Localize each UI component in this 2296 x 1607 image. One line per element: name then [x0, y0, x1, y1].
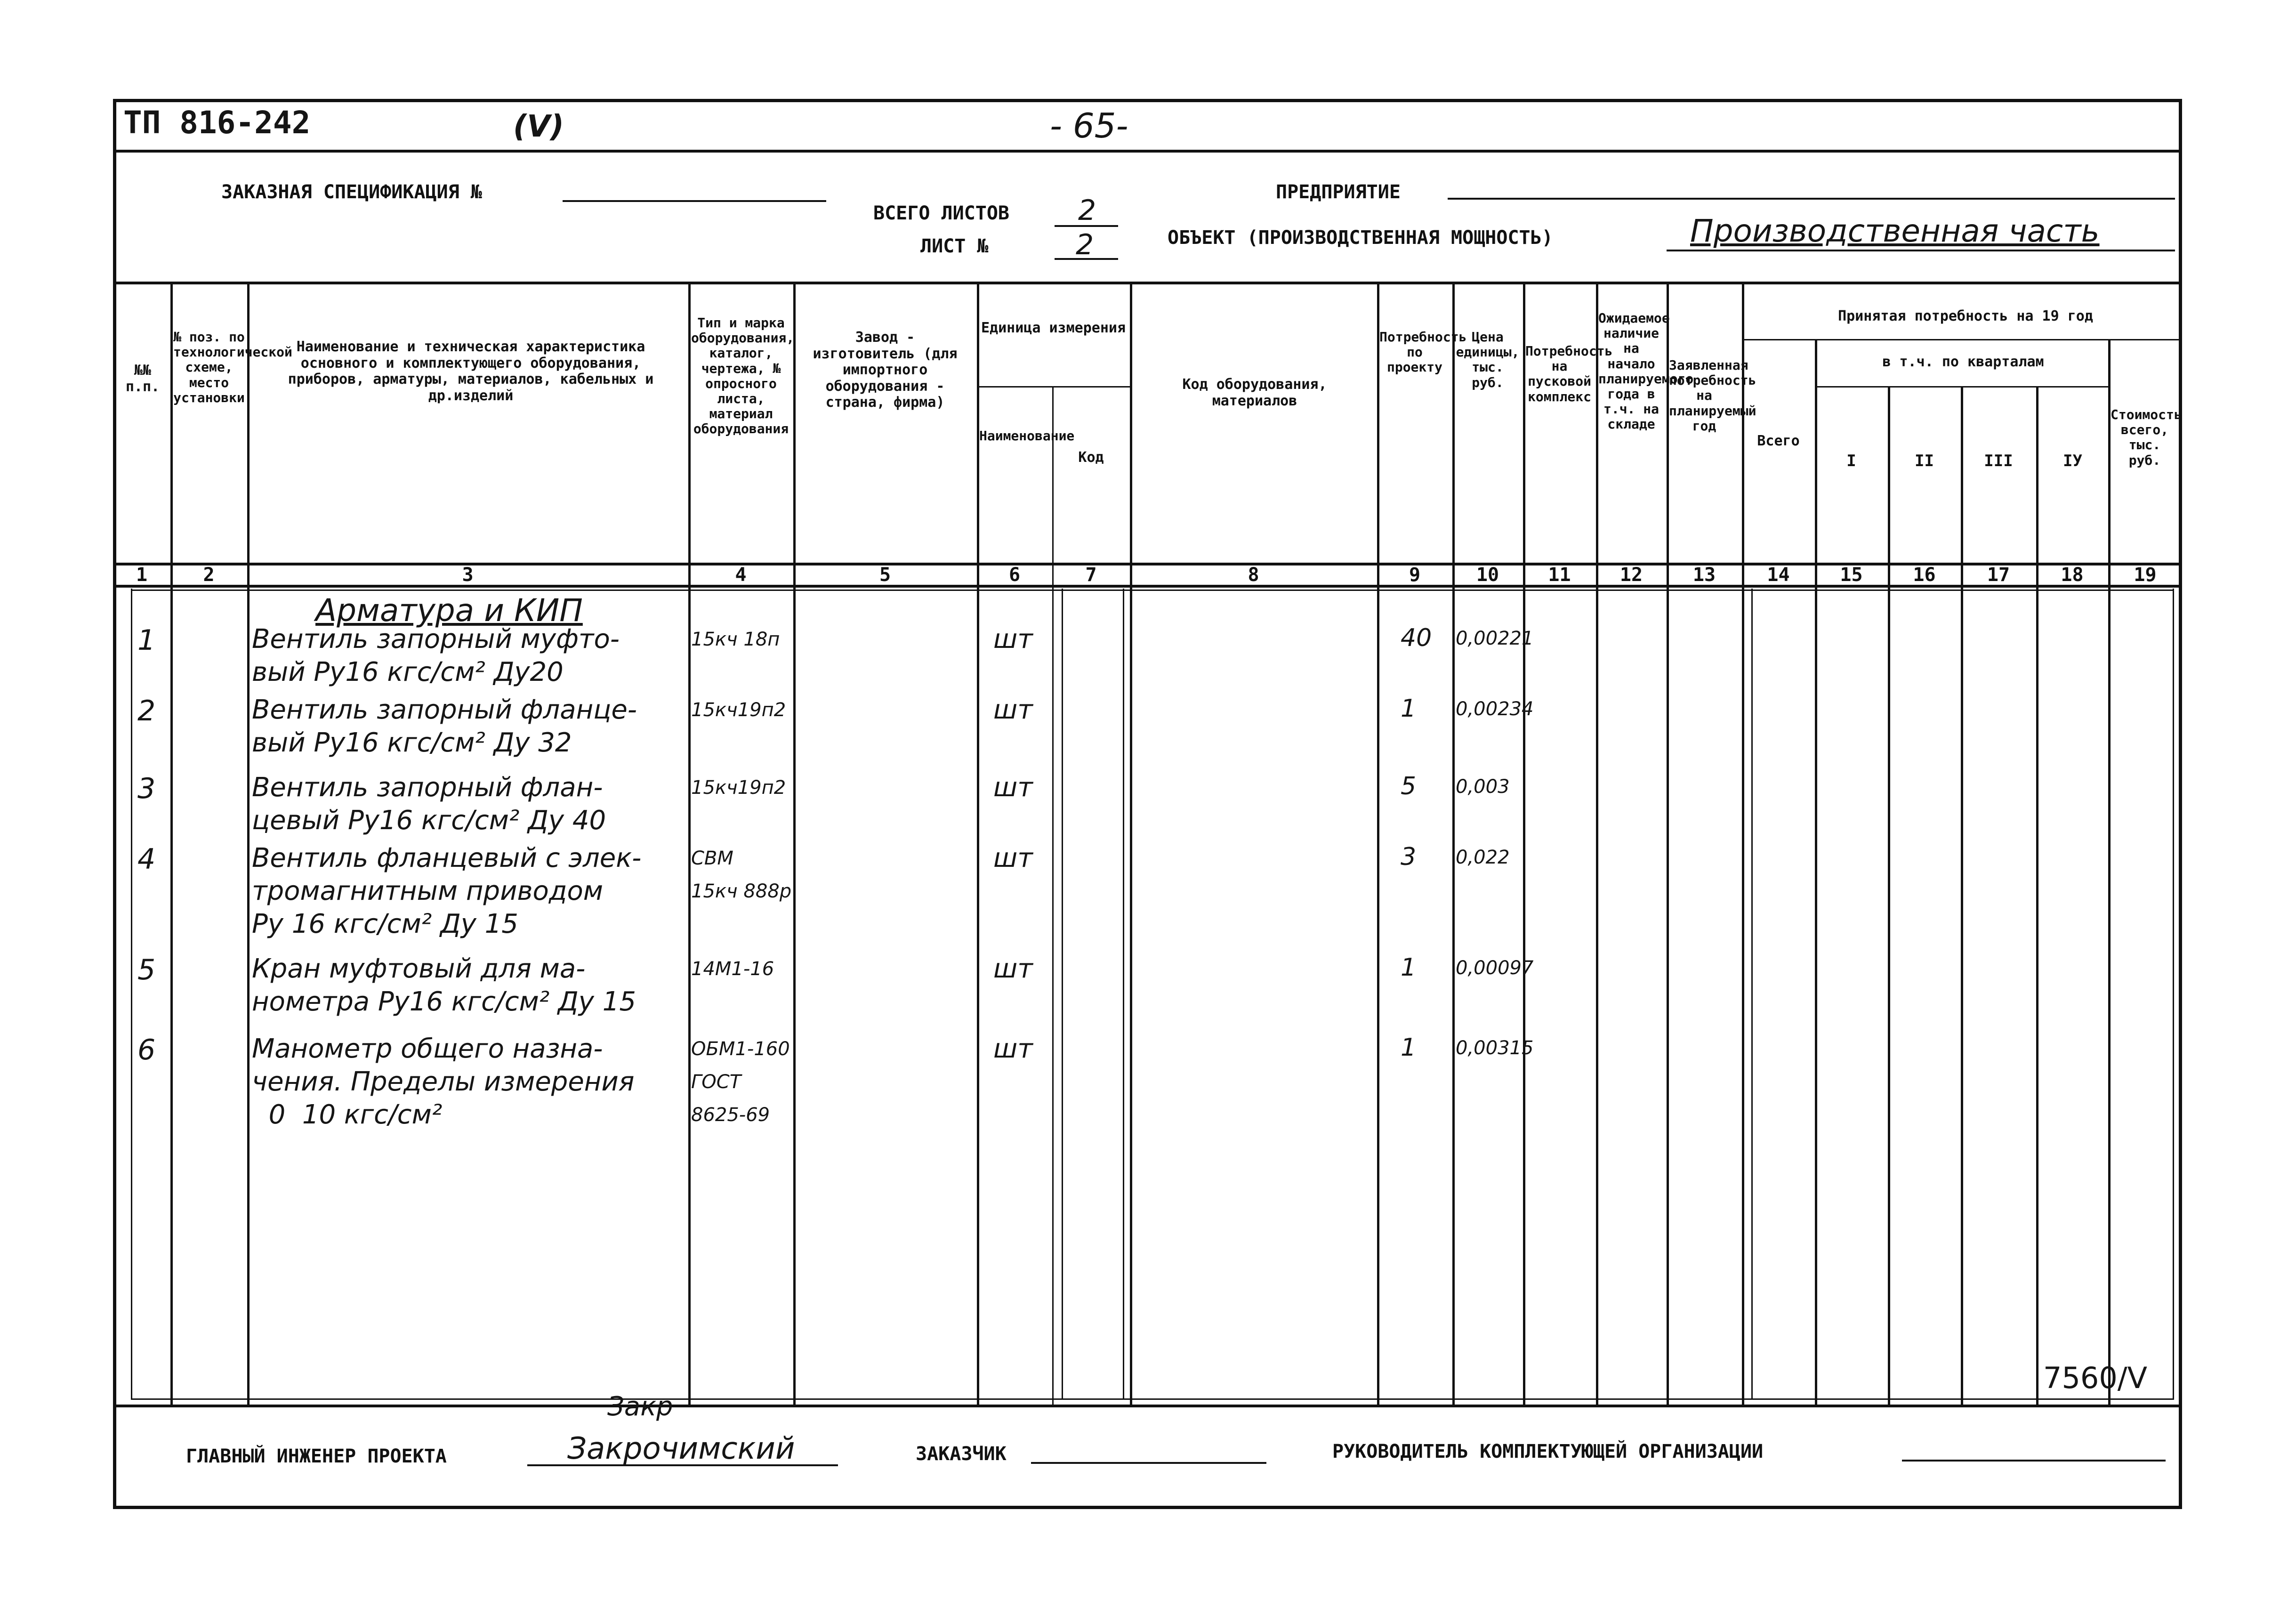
- col-line-13: [1742, 282, 1744, 1405]
- column-number: 8: [1248, 564, 1259, 586]
- row-number: 3: [137, 772, 156, 805]
- row-name-line: чения. Пределы измерения: [252, 1066, 635, 1097]
- row-qty: 1: [1401, 1034, 1417, 1062]
- document-code: ТП 816-242: [123, 105, 311, 141]
- column-number: 6: [1008, 564, 1021, 586]
- accepted-group-line: [1742, 339, 2182, 340]
- column-number: 1: [136, 564, 148, 586]
- col-line-18: [2108, 339, 2111, 1405]
- col-line-7: [1130, 282, 1132, 1405]
- row-unit: шт: [993, 624, 1033, 654]
- total-sheets-label: ВСЕГО ЛИСТОВ: [873, 202, 1009, 224]
- col-line-14: [1815, 339, 1817, 1405]
- row-name-line: Вентиль запорный фланце-: [252, 694, 637, 725]
- row-qty: 1: [1401, 953, 1417, 982]
- col-line-6: [1052, 386, 1054, 1405]
- row-qty: 40: [1401, 624, 1432, 652]
- column-number: 9: [1409, 564, 1421, 586]
- row-price: 0,00234: [1456, 698, 1534, 720]
- supplier-head-label: РУКОВОДИТЕЛЬ КОМПЛЕКТУЮЩЕЙ ОРГАНИЗАЦИИ: [1332, 1441, 1764, 1462]
- quarters-group-line: [1815, 386, 2108, 388]
- body-inner-top: [131, 590, 2174, 591]
- body-inner-line-b: [1062, 589, 1063, 1398]
- col-line-2: [247, 282, 250, 1405]
- col-header-2: № поз. по технологической схеме, место установки: [173, 329, 292, 405]
- col-header-9: Потребность по проекту: [1379, 329, 1467, 375]
- enterprise-line: [1448, 198, 2175, 200]
- total-sheets-line: [1055, 225, 1118, 227]
- row-name-line: Вентиль запорный флан-: [252, 772, 603, 803]
- col-line-1: [170, 282, 173, 1405]
- row-unit: шт: [993, 843, 1033, 873]
- row-type-line: 15кч19п2: [691, 777, 786, 799]
- chief-engineer-signature: Закр: [607, 1391, 673, 1422]
- order-spec-line: [563, 200, 826, 202]
- chief-engineer-line: [527, 1464, 838, 1466]
- row-price: 0,00315: [1456, 1037, 1534, 1059]
- row-name-line: вый Ру16 кгс/см² Ду 32: [252, 727, 572, 758]
- row-unit: шт: [993, 953, 1033, 984]
- col-header-6: Наименование: [979, 428, 1075, 444]
- row-unit: шт: [993, 1034, 1033, 1064]
- col-header-14: Всего: [1757, 433, 1800, 449]
- row-type-line: 15кч 888р: [691, 880, 792, 902]
- row-qty: 5: [1401, 772, 1417, 800]
- col-header-10: Цена единицы, тыс. руб.: [1456, 329, 1520, 390]
- col-header-11: Потребность на пусковой комплекс: [1525, 343, 1613, 404]
- row-name-line: Манометр общего назна-: [252, 1034, 603, 1064]
- total-sheets-value: 2: [1078, 194, 1096, 227]
- customer-line: [1031, 1462, 1266, 1464]
- row-type-line: ОБМ1-160: [691, 1038, 790, 1060]
- row-name-line: вый Ру16 кгс/см² Ду20: [252, 657, 564, 687]
- row-name-line: Ру 16 кгс/см² Ду 15: [252, 909, 518, 939]
- object-value: Производственная часть: [1690, 213, 2100, 249]
- column-number: 2: [203, 564, 215, 586]
- row-price: 0,003: [1456, 776, 1510, 798]
- col-line-17: [2036, 386, 2038, 1405]
- chief-engineer-name: Закрочимский: [567, 1431, 795, 1466]
- column-number: 13: [1692, 564, 1716, 586]
- col-header-5: Завод - изготовитель (для импортного оборудования - страна, фирма): [813, 329, 958, 411]
- row-number: 2: [137, 694, 156, 727]
- object-line: [1667, 250, 2175, 251]
- row-name-line: цевый Ру16 кгс/см² Ду 40: [252, 805, 606, 836]
- row-name-line: нометра Ру16 кгс/см² Ду 15: [252, 986, 636, 1017]
- column-number: 19: [2134, 564, 2157, 586]
- col-header-15: I: [1846, 452, 1856, 470]
- column-number: 12: [1619, 564, 1643, 586]
- row-number: 1: [137, 624, 156, 657]
- col-header-7: Код: [1078, 449, 1104, 466]
- column-number: 15: [1840, 564, 1863, 586]
- sheet-value: 2: [1076, 228, 1094, 261]
- col-header-17: III: [1984, 452, 2013, 470]
- row-name-line: тромагнитным приводом: [252, 876, 603, 906]
- sheet-label: ЛИСТ №: [920, 235, 989, 257]
- customer-label: ЗАКАЗЧИК: [916, 1443, 1007, 1465]
- row-type-line: 8625-69: [691, 1104, 770, 1126]
- col-header-12: Ожидаемое наличие на начало планируемого года в т.ч. на складе: [1598, 310, 1694, 432]
- volume-marker: (V): [513, 109, 564, 144]
- row-price: 0,00097: [1456, 957, 1534, 979]
- col-header-3: Наименование и техническая характеристика основного и комплектующего оборудования, приборов, арматуры, материалов, кабельных и др.изделий: [288, 339, 654, 404]
- table-bottom-border: [113, 1405, 2182, 1407]
- col-header-4: Тип и марка оборудования, каталог, чертежа, № опросного листа, материал оборудования: [691, 315, 795, 437]
- row-type-line: 15кч19п2: [691, 699, 786, 721]
- col-line-15: [1888, 386, 1890, 1405]
- row-price: 0,022: [1456, 847, 1510, 868]
- col-line-9: [1452, 282, 1455, 1405]
- row-number: 4: [137, 843, 156, 876]
- row-name-line: Кран муфтовый для ма-: [252, 953, 586, 984]
- chief-engineer-label: ГЛАВНЫЙ ИНЖЕНЕР ПРОЕКТА: [186, 1445, 447, 1467]
- row-price: 0,00221: [1456, 628, 1534, 649]
- col-header-13: Заявленная потребность на планируемый год: [1669, 357, 1756, 434]
- col-line-4: [793, 282, 796, 1405]
- supplier-head-line: [1902, 1460, 2166, 1462]
- enterprise-label: ПРЕДПРИЯТИЕ: [1276, 181, 1401, 203]
- body-inner-line-d: [1751, 589, 1753, 1398]
- row-type-line: ГОСТ: [691, 1071, 741, 1093]
- row-name-line: Вентиль фланцевый с элек-: [252, 843, 642, 873]
- row-number: 6: [137, 1034, 156, 1066]
- column-number: 17: [1987, 564, 2010, 586]
- col-header-quarters-group: в т.ч. по кварталам: [1882, 354, 2044, 370]
- col-header-18: IУ: [2063, 452, 2082, 470]
- body-inner-line-c: [1123, 589, 1124, 1398]
- col-header-8: Код оборудования, материалов: [1182, 376, 1327, 409]
- col-line-3: [688, 282, 691, 1405]
- row-name-line: 0 10 кгс/см²: [252, 1099, 443, 1130]
- row-name-line: Вентиль запорный муфто-: [252, 624, 620, 654]
- col-line-10: [1523, 282, 1525, 1405]
- col-header-1: №№ п.п.: [125, 362, 160, 395]
- column-number: 16: [1913, 564, 1936, 586]
- row-unit: шт: [993, 772, 1033, 803]
- row-qty: 1: [1401, 694, 1417, 723]
- body-inner-line-a: [131, 589, 132, 1398]
- archive-stamp: 7560/V: [2043, 1361, 2148, 1395]
- col-line-11: [1596, 282, 1598, 1405]
- body-inner-bottom: [131, 1398, 2174, 1400]
- unit-group-line: [977, 386, 1130, 388]
- body-inner-line-e: [2173, 589, 2174, 1398]
- column-number: 10: [1476, 564, 1499, 586]
- column-number: 7: [1085, 564, 1097, 586]
- col-header-unit-group: Единица измерения: [981, 320, 1126, 336]
- column-number: 4: [735, 564, 747, 586]
- col-line-8: [1377, 282, 1379, 1405]
- col-line-12: [1667, 282, 1669, 1405]
- sheet-line: [1055, 258, 1118, 260]
- section-title: Арматура и КИП: [315, 592, 583, 629]
- col-header-16: II: [1915, 452, 1934, 470]
- column-number: 18: [2061, 564, 2084, 586]
- column-number: 14: [1767, 564, 1790, 586]
- col-header-accepted-group: Принятая потребность на 19 год: [1838, 308, 2093, 324]
- col-line-5: [977, 282, 979, 1405]
- column-number: 5: [879, 564, 891, 586]
- page-number: - 65-: [1050, 106, 1128, 145]
- table-top-border: [113, 282, 2182, 284]
- row-type-line: СВМ: [691, 848, 733, 869]
- column-number: 3: [462, 564, 474, 586]
- object-label: ОБЪЕКТ (ПРОИЗВОДСТВЕННАЯ МОЩНОСТЬ): [1168, 227, 1553, 249]
- row-number: 5: [137, 953, 156, 986]
- header-divider: [113, 150, 2182, 153]
- row-qty: 3: [1401, 843, 1417, 871]
- row-type-line: 15кч 18п: [691, 629, 780, 650]
- column-number: 11: [1548, 564, 1571, 586]
- row-unit: шт: [993, 694, 1033, 725]
- col-header-19: Стоимость всего, тыс. руб.: [2111, 407, 2182, 468]
- row-type-line: 14М1-16: [691, 958, 774, 980]
- order-spec-label: ЗАКАЗНАЯ СПЕЦИФИКАЦИЯ №: [221, 181, 482, 203]
- col-line-16: [1961, 386, 1963, 1405]
